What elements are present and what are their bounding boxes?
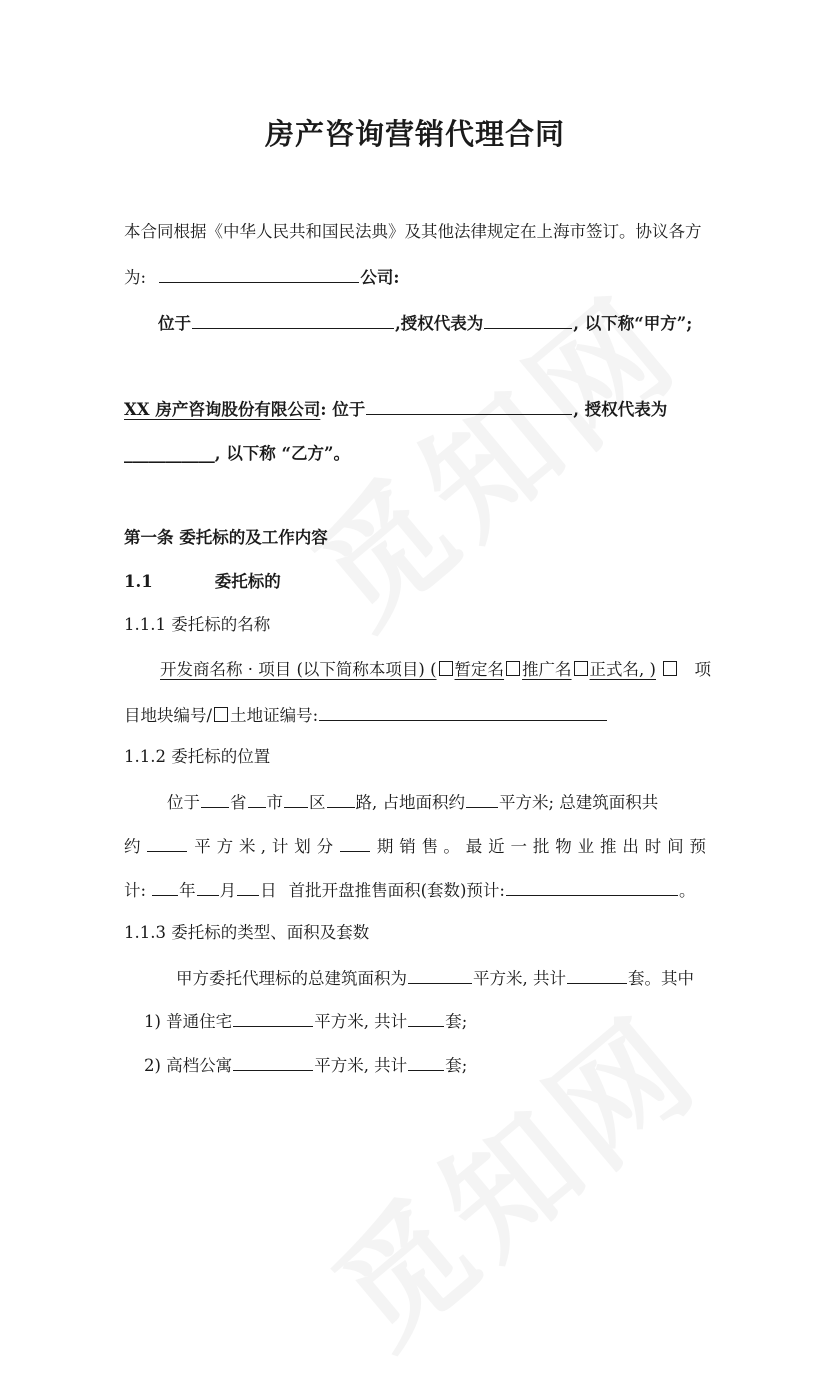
party-b-company: XX 房产咨询股份有限公司 — [124, 400, 321, 419]
plot-number-blank — [319, 703, 607, 721]
party-b-line-2 — [124, 443, 350, 465]
loc2-word: 售 。 — [421, 837, 460, 856]
month-blank — [197, 878, 219, 896]
land-cert-label: 土地证编号: — [230, 706, 319, 725]
developer-project-name — [160, 660, 656, 679]
party-a-rep-blank — [484, 311, 572, 329]
item-1-label: 1) 普通住宅 — [144, 1012, 233, 1031]
loc-located: 位于 — [167, 793, 200, 812]
loc2-word: 米 , — [239, 837, 266, 856]
loc2-word: 业 — [577, 837, 595, 856]
plot-number-label: 目地块编号/ — [124, 706, 213, 725]
loc-road-area: 路, 占地面积约 — [355, 793, 465, 812]
name-line-2 — [124, 703, 608, 727]
year-blank — [152, 878, 178, 896]
loc-district: 区 — [309, 793, 326, 812]
option-tentative-name: 暂定名 — [454, 660, 505, 679]
party-a-line — [158, 311, 692, 335]
loc2-word: 约 — [124, 837, 141, 856]
loc2-word: 计 — [271, 837, 289, 856]
item-2-suffix: 套; — [445, 1056, 468, 1075]
loc-total-area: 平方米; 总建筑面积共 — [499, 793, 659, 812]
loc2-word: 物 — [555, 837, 572, 856]
section-1-1-1: 1.1.1 委托标的名称 — [124, 615, 271, 634]
loc2-word: 期 — [376, 837, 394, 856]
party-b-line — [124, 397, 667, 421]
checkbox-land-cert[interactable] — [214, 707, 228, 722]
item-2-line — [144, 1053, 467, 1077]
article-1-heading: 第一条 委托标的及工作内容 — [124, 528, 328, 547]
total-units-blank — [567, 966, 627, 984]
land-area-blank — [466, 790, 498, 808]
item-1-suffix: 套; — [445, 1012, 468, 1031]
loc2-word: 最 — [465, 837, 483, 856]
party-b-called: , 以下称 “乙方”。 — [214, 444, 350, 463]
location-line-3 — [124, 878, 696, 902]
party-a-called: , 以下称“甲方”; — [573, 314, 693, 333]
item-2-units-label: 平方米, 共计 — [314, 1056, 408, 1075]
loc-province: 省 — [230, 793, 247, 812]
total-units-label: 平方米, 共计 — [473, 969, 566, 988]
item-2-label: 2) 高档公寓 — [144, 1056, 233, 1075]
loc2-word: 一 — [510, 837, 527, 856]
item-2-units-blank — [408, 1053, 444, 1071]
year-label: 年 — [179, 881, 196, 900]
estimate-label: 计: — [124, 881, 147, 900]
party-b-rep-blank: ___________ — [124, 444, 215, 463]
loc2-word: 出 — [622, 837, 639, 856]
road-blank — [327, 790, 355, 808]
loc-city: 市 — [266, 793, 283, 812]
intro-prefix: 为: — [124, 268, 147, 287]
option-promo-name: 推广名 — [522, 660, 572, 679]
loc2-word: 时 — [644, 837, 662, 856]
party-b-located: : 位于 — [320, 400, 366, 419]
loc2-word: 平 — [194, 837, 211, 856]
party-a-rep: ,授权代表为 — [395, 314, 484, 333]
section-1-1-title: 委托标的 — [214, 572, 281, 591]
day-label: 日 — [260, 881, 277, 900]
total-area-line — [176, 966, 694, 990]
item-1-line — [144, 1009, 467, 1033]
item-1-area-blank — [233, 1009, 313, 1027]
checkbox-official-name[interactable] — [574, 661, 588, 676]
total-units-suffix: 套。其中 — [628, 969, 694, 988]
loc2-word: 方 — [216, 837, 234, 856]
day-blank — [237, 878, 259, 896]
province-blank — [201, 790, 229, 808]
total-floor-area-blank — [408, 966, 472, 984]
party-a-address-blank — [192, 311, 394, 329]
section-1-1-2: 1.1.2 委托标的位置 — [124, 747, 271, 766]
party-a-located: 位于 — [158, 314, 191, 333]
developer-name-text: 开发商名称 · 项目 (以下简称本项目) ( — [160, 660, 437, 679]
loc2-word: 间 — [667, 837, 684, 856]
intro-line-2 — [124, 265, 399, 289]
party-a-company-suffix: 公司: — [360, 268, 400, 287]
loc2-word: 划 — [294, 837, 311, 856]
location-line-2 — [124, 834, 706, 858]
total-area-blank — [147, 834, 187, 852]
loc2-word: 预 — [689, 837, 706, 856]
loc2-word: 近 — [488, 837, 505, 856]
section-1-1-number: 1.1 — [124, 572, 153, 591]
section-1-1-3: 1.1.3 委托标的类型、面积及套数 — [124, 923, 370, 942]
intro-line-1: 本合同根据《中华人民共和国民法典》及其他法律规定在上海市签订。协议各方 — [124, 222, 702, 241]
loc2-word: 批 — [532, 837, 550, 856]
party-b-address-blank — [366, 397, 572, 415]
item-1-units-blank — [408, 1009, 444, 1027]
document-title: 房产咨询营销代理合同 — [264, 117, 565, 151]
month-label: 月 — [219, 881, 237, 900]
loc2-word: 分 — [316, 837, 334, 856]
section-1-1 — [124, 571, 281, 593]
option-official-name: 正式名, ) — [589, 660, 656, 679]
loc2-word: 推 — [600, 837, 617, 856]
first-release-label: 首批开盘推售面积(套数)预计: — [288, 881, 505, 900]
location-line-1 — [167, 790, 658, 814]
name-line-1-end: 项 — [694, 660, 711, 679]
line-end-period: 。 — [679, 881, 696, 900]
name-line-1 — [160, 659, 711, 681]
first-release-blank — [506, 878, 678, 896]
loc2-word: 销 — [399, 837, 416, 856]
checkbox-tentative-name[interactable] — [439, 661, 453, 676]
party-a-company-blank — [159, 265, 359, 283]
city-blank — [248, 790, 266, 808]
party-b-rep: , 授权代表为 — [573, 400, 668, 419]
item-1-units-label: 平方米, 共计 — [314, 1012, 408, 1031]
checkbox-promo-name[interactable] — [506, 661, 520, 676]
phase-count-blank — [340, 834, 370, 852]
checkbox-plot-number[interactable] — [663, 661, 677, 676]
total-area-label: 甲方委托代理标的总建筑面积为 — [176, 969, 407, 988]
district-blank — [284, 790, 308, 808]
item-2-area-blank — [233, 1053, 313, 1071]
